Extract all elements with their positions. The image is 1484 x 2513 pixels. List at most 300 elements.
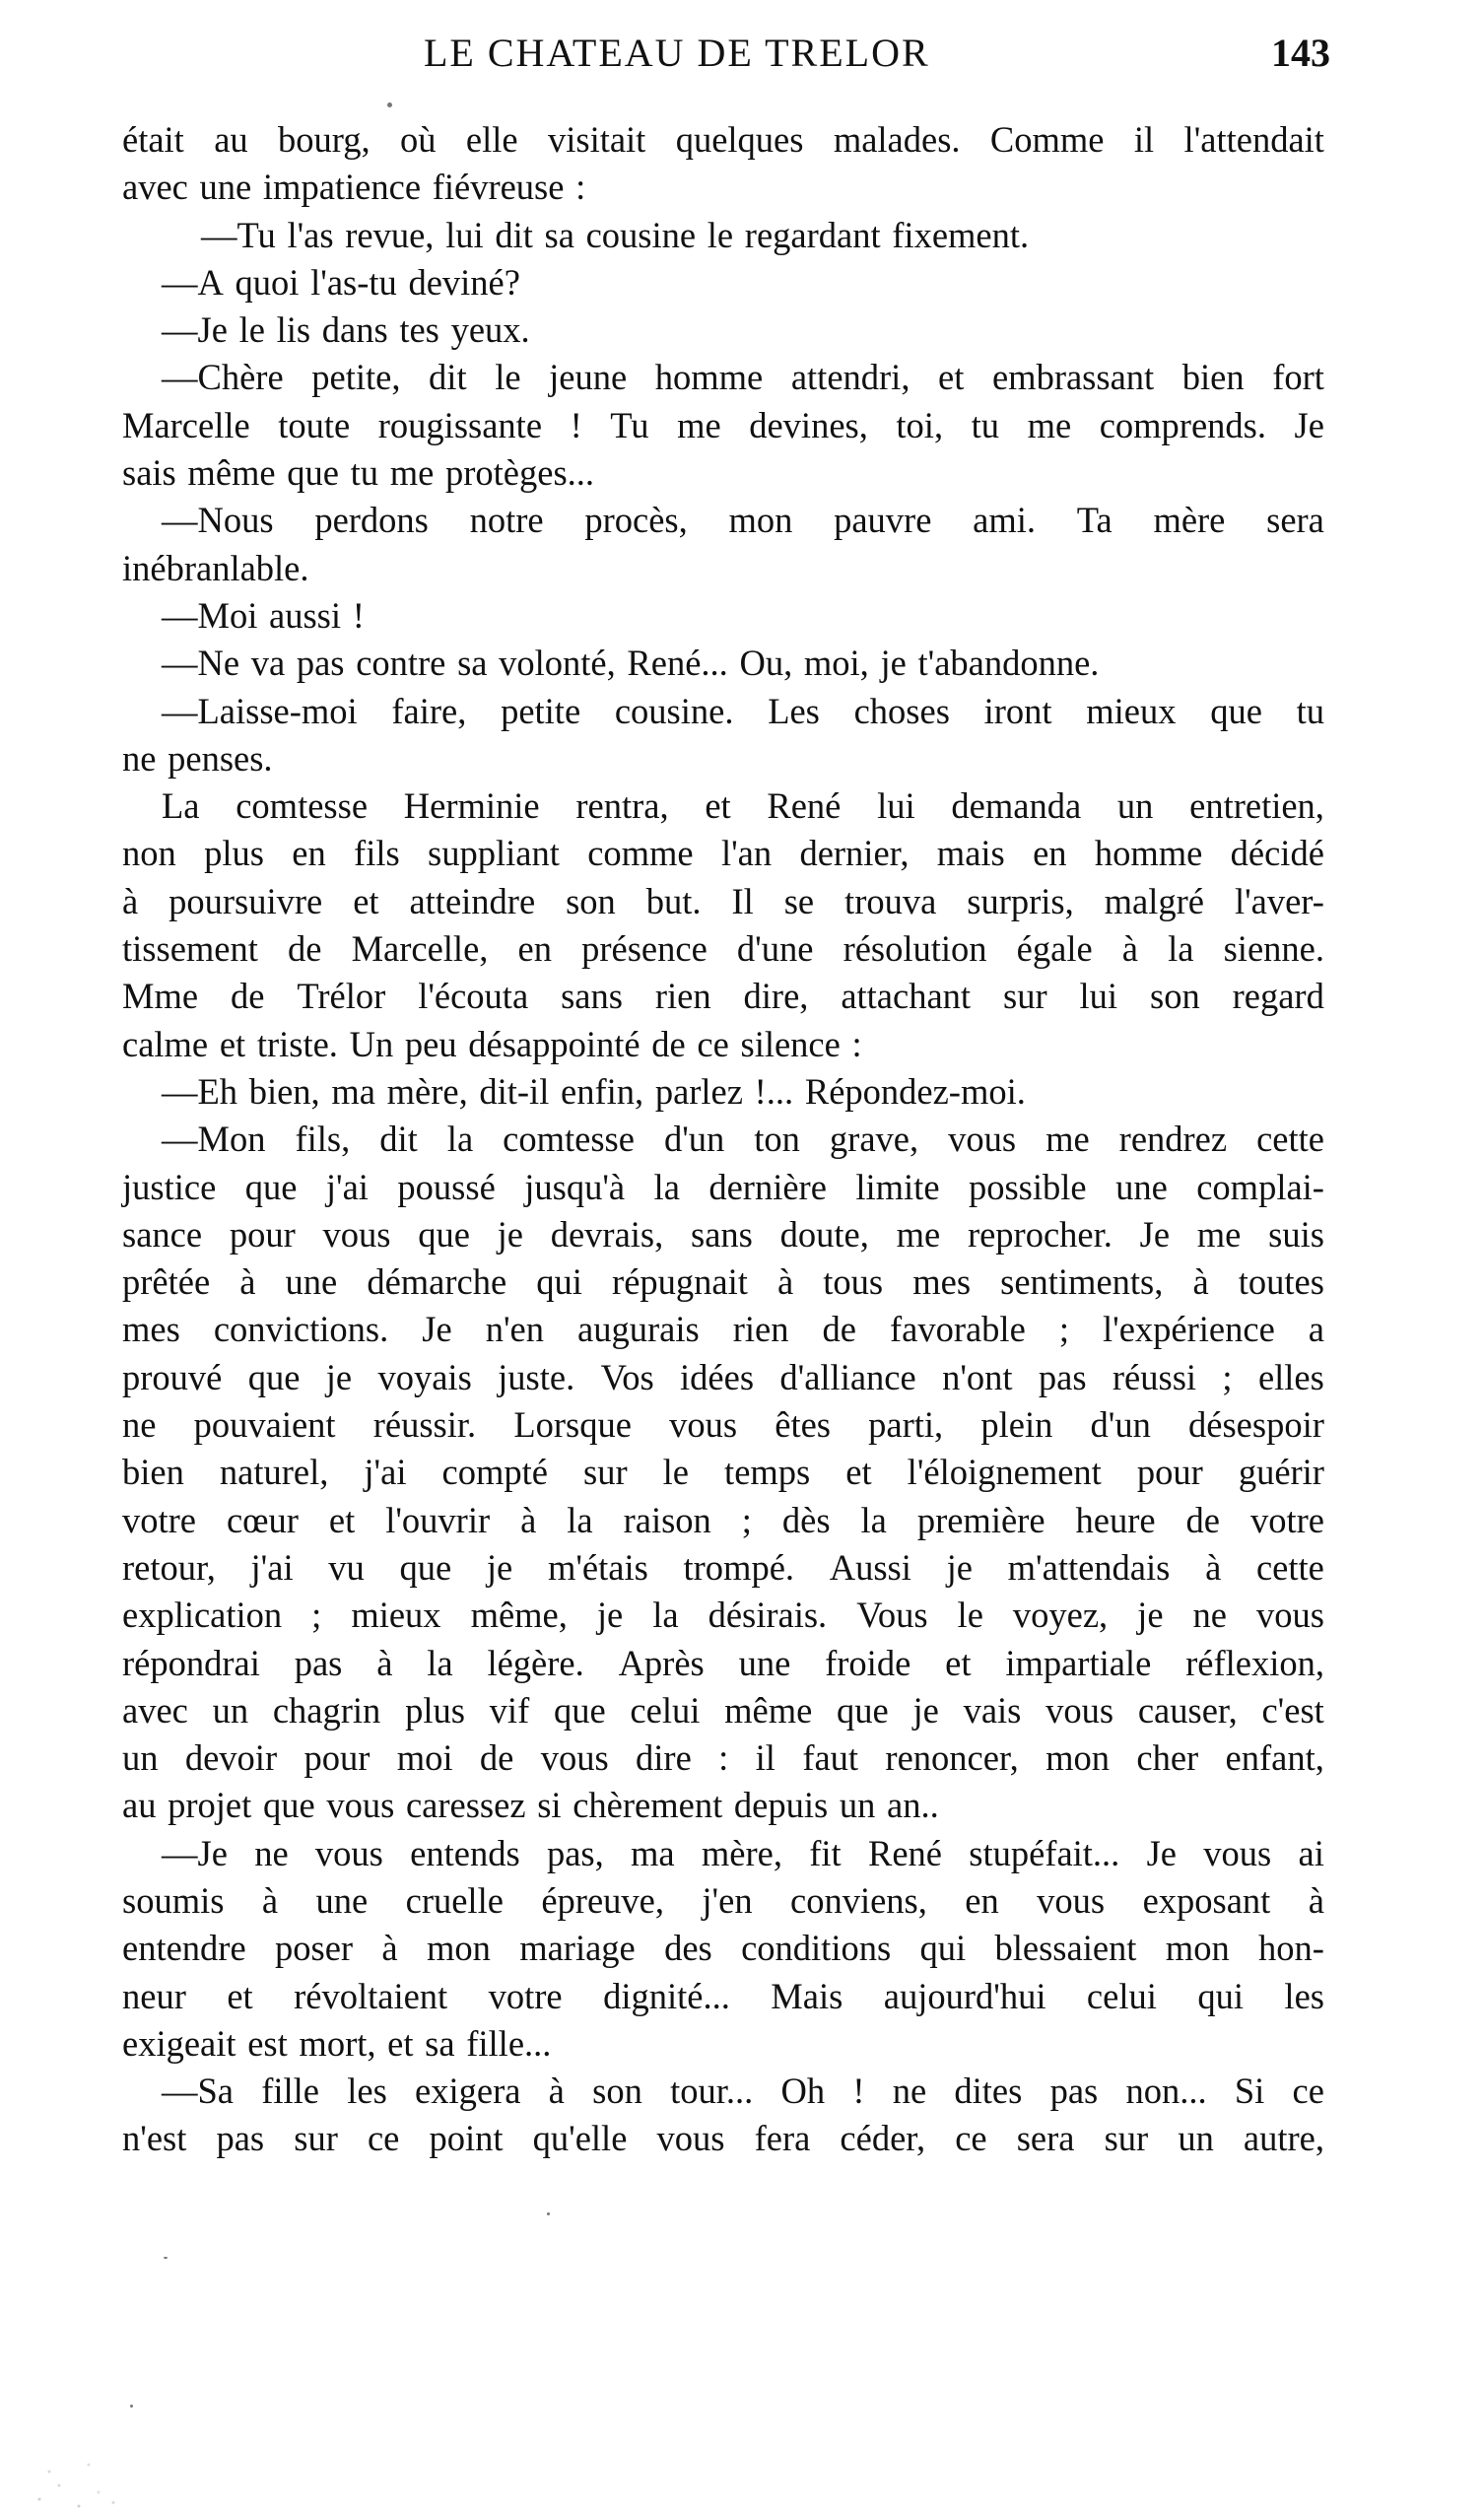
word: conditions (741, 1928, 892, 1969)
word: notre (469, 500, 544, 541)
word: rien (732, 1309, 789, 1350)
body-text (122, 116, 1324, 2163)
word: Comme (989, 119, 1105, 160)
word: neur (122, 1975, 186, 2016)
ink-dot (387, 102, 392, 107)
text-line (122, 1449, 1324, 1496)
word: t'abandonne. (917, 643, 1100, 684)
word: explication (122, 1595, 283, 1636)
word: j'ai (250, 1546, 294, 1588)
word: rien (654, 976, 711, 1017)
word: à (1308, 1879, 1324, 1921)
word: mère (1153, 500, 1226, 541)
word: caressez (405, 1785, 526, 1826)
word: limite (855, 1166, 940, 1207)
text-line (122, 1354, 1324, 1401)
word: René (867, 1832, 942, 1873)
word: fera (754, 2118, 811, 2159)
word: êtes (775, 1404, 831, 1446)
word: devoir (184, 1737, 278, 1779)
word: démarche (367, 1261, 507, 1303)
text-line (122, 1497, 1324, 1544)
word: je (325, 1356, 353, 1397)
word: qui (536, 1261, 582, 1303)
word: cette (1256, 1119, 1324, 1160)
word: à (376, 1642, 393, 1683)
word: l'ouvrir (385, 1499, 491, 1540)
text-line (122, 1592, 1324, 1639)
word: Marcelle (122, 404, 250, 445)
word: un (122, 1737, 159, 1779)
word: Herminie (403, 785, 540, 827)
running-head (118, 30, 1330, 89)
word: —Mon (162, 1119, 266, 1160)
word: fit (809, 1832, 842, 1873)
word: ce (367, 2118, 400, 2159)
word: froide (825, 1642, 911, 1683)
word: il (755, 1737, 776, 1779)
word: vous (1046, 1689, 1114, 1731)
word: Vos (600, 1356, 654, 1397)
text-line (122, 1830, 1324, 1877)
word: ne (122, 1404, 157, 1446)
word: aujourd'hui (883, 1975, 1046, 2016)
word: et (705, 785, 731, 827)
word: dites (954, 2071, 1023, 2112)
text-line (122, 782, 1324, 830)
word: : (851, 1023, 862, 1064)
word: fille... (466, 2022, 552, 2064)
word: il (1133, 119, 1155, 160)
word: tu (350, 452, 379, 494)
word: sans (561, 976, 623, 1017)
word: légère. (487, 1642, 584, 1683)
text-line (122, 402, 1324, 449)
word: dit (495, 214, 533, 255)
word: petite, (311, 357, 401, 398)
text-line (122, 1782, 1324, 1829)
word: non... (1125, 2071, 1207, 2112)
word: épreuve, (541, 1879, 664, 1921)
word: pas (1038, 1356, 1087, 1397)
word: céder, (840, 2118, 926, 2159)
word: me (677, 404, 721, 445)
word: fille (261, 2071, 320, 2112)
word: où (400, 119, 437, 160)
word: cœur (226, 1499, 299, 1540)
word: la (567, 1499, 593, 1540)
word: résolution (843, 928, 987, 970)
word: procès, (584, 500, 688, 541)
word: plein (980, 1404, 1053, 1446)
word: mariage (519, 1928, 636, 1969)
word: Aussi (829, 1546, 911, 1588)
word: sance (122, 1213, 203, 1255)
word: raison (623, 1499, 711, 1540)
word: suis (1268, 1213, 1324, 1255)
word: Répondez-moi. (804, 1070, 1026, 1112)
word: au (122, 1785, 157, 1826)
word: stupéfait... (969, 1832, 1120, 1873)
word: me (1027, 404, 1072, 445)
word: —Nous (162, 500, 274, 541)
word: attendri, (790, 357, 911, 398)
word: —Je (162, 1832, 228, 1873)
word: pas (296, 643, 345, 684)
text-line (122, 116, 1324, 164)
word: Mais (771, 1975, 843, 2016)
word: —Sa (162, 2071, 234, 2112)
word: sentiments, (1000, 1261, 1164, 1303)
text-line (122, 925, 1324, 973)
word: quelques (675, 119, 804, 160)
word: mieux (351, 1595, 441, 1636)
word: que (287, 452, 339, 494)
text-line (122, 497, 1324, 544)
word: que (1210, 690, 1262, 731)
word: et (353, 880, 379, 921)
word: mère, (386, 1070, 468, 1112)
word: de (288, 928, 322, 970)
word: désirais. (708, 1595, 828, 1636)
word: dire, (743, 976, 809, 1017)
text-line (122, 1021, 1324, 1068)
word: comme (587, 833, 694, 874)
word: projet (168, 1785, 252, 1826)
word: compté (441, 1452, 548, 1493)
word: n'ont (942, 1356, 1013, 1397)
word: même (187, 452, 276, 494)
word: pas (1049, 2071, 1099, 2112)
word: réflexion, (1185, 1642, 1324, 1683)
word: de (1185, 1499, 1220, 1540)
word: sera (1266, 500, 1324, 541)
word: désappointé (468, 1023, 641, 1064)
word: regard (1232, 976, 1324, 1017)
word: ton (754, 1119, 800, 1160)
word: complai- (1196, 1166, 1324, 1207)
word: Je (1294, 404, 1324, 445)
word: inébranlable. (122, 547, 309, 588)
word: mes (122, 1309, 180, 1350)
word: Ta (1076, 500, 1113, 541)
text-line (122, 259, 1324, 306)
word: ce (697, 1023, 729, 1064)
word: elles (1257, 1356, 1324, 1397)
word: j'ai (364, 1452, 407, 1493)
word: ai (1298, 1832, 1324, 1873)
word: fort (1272, 357, 1324, 398)
word: René... (627, 643, 728, 684)
word: dit (379, 1119, 418, 1160)
word: de (651, 1023, 686, 1064)
word: Je (422, 1309, 452, 1350)
word: une (1115, 1166, 1168, 1207)
word: lui (877, 785, 915, 827)
word: ; (311, 1595, 322, 1636)
word: que (247, 1356, 301, 1397)
word: vif (489, 1689, 530, 1731)
text-line (122, 1640, 1324, 1687)
word: tous (823, 1261, 884, 1303)
word: je (880, 643, 907, 684)
word: son (1149, 976, 1200, 1017)
word: but. (645, 880, 702, 921)
text-line (122, 1973, 1324, 2020)
text-line (122, 1116, 1324, 1163)
word: ! (570, 404, 582, 445)
word: penses. (168, 737, 273, 779)
word: ; (1058, 1309, 1069, 1350)
word: : (575, 167, 586, 208)
text-line (122, 354, 1324, 401)
word: faut (802, 1737, 859, 1779)
word: Trélor (297, 976, 386, 1017)
word: malades. (833, 119, 961, 160)
word: dire (636, 1737, 692, 1779)
word: à (261, 1879, 279, 1921)
word: celui (1086, 1975, 1157, 2016)
word: Si (1234, 2071, 1265, 2112)
word: égale (1016, 928, 1093, 970)
word: et (328, 1499, 356, 1540)
word: réussir. (372, 1404, 477, 1446)
word: la (860, 1499, 887, 1540)
word: en (517, 928, 552, 970)
word: fixement. (892, 214, 1030, 255)
word: toutes (1238, 1261, 1324, 1303)
word: l'as-tu (310, 261, 397, 303)
word: vu (328, 1546, 365, 1588)
word: naturel, (219, 1452, 329, 1493)
word: que (418, 1213, 470, 1255)
word: votre (1249, 1499, 1324, 1540)
word: Je (1139, 1213, 1171, 1255)
word: plus (405, 1689, 465, 1731)
word: lui (445, 214, 484, 255)
word: que (262, 1785, 315, 1826)
word: sa (457, 643, 488, 684)
word: ce (955, 2118, 987, 2159)
word: entends (410, 1832, 520, 1873)
word: cousine. (614, 690, 734, 731)
word: de (479, 1737, 514, 1779)
word: petite (501, 690, 581, 731)
word: l'as (287, 214, 334, 255)
word: dès (781, 1499, 831, 1540)
word: grave, (829, 1119, 919, 1160)
word: sur (294, 2118, 338, 2159)
word: lui (1079, 976, 1118, 1017)
word: jusqu'à (524, 1166, 626, 1207)
text-line (122, 1401, 1324, 1449)
word: Tu (610, 404, 649, 445)
word: dernier, (799, 833, 910, 874)
word: lis (276, 309, 311, 351)
word: ma (631, 1832, 675, 1873)
word: Les (768, 690, 820, 731)
word: homme (1094, 833, 1203, 874)
word: Mme (122, 976, 199, 1017)
word: cher (1136, 1737, 1199, 1779)
word: vous (1203, 1832, 1272, 1873)
word: Un (349, 1023, 394, 1064)
word: aussi (269, 594, 342, 636)
word: parlez (654, 1070, 743, 1112)
word: les (1284, 1975, 1324, 2016)
word: qui (1197, 1975, 1244, 2016)
word: René (767, 785, 842, 827)
word: l'expérience (1103, 1309, 1275, 1350)
word: mon (426, 1928, 491, 1969)
word: atteindre (409, 880, 536, 921)
word: temps (724, 1452, 811, 1493)
word: demanda (951, 785, 1082, 827)
word: Oh (780, 2071, 826, 2112)
word: d'un (1090, 1404, 1151, 1446)
word: c'est (1261, 1689, 1324, 1731)
word: pas, (546, 1832, 604, 1873)
word: Il (731, 880, 754, 921)
word: : (718, 1737, 729, 1779)
word: je (946, 1546, 973, 1588)
word: j'ai (325, 1166, 369, 1207)
text-line (122, 1877, 1324, 1925)
word: et (387, 2022, 414, 2064)
word: votre (122, 1499, 196, 1540)
word: sur (1002, 976, 1047, 1017)
word: une (199, 167, 252, 208)
word: une (738, 1642, 791, 1683)
word: reprocher. (967, 1213, 1113, 1255)
text-line (122, 1164, 1324, 1211)
word: à (1192, 1261, 1209, 1303)
word: sur (583, 1452, 628, 1493)
word: les (347, 2071, 387, 2112)
word: vous (322, 1213, 391, 1255)
word: vous (314, 1832, 383, 1873)
word: chèrement (573, 1785, 723, 1826)
paper-speckles (30, 2444, 128, 2513)
word: quoi (235, 261, 300, 303)
text-line (122, 1211, 1324, 1258)
word: soumis (122, 1879, 225, 1921)
word: réussi (1112, 1356, 1197, 1397)
word: bien, (248, 1070, 320, 1112)
word: décidé (1230, 833, 1324, 874)
word: à (122, 880, 139, 921)
word: vous (326, 1785, 395, 1826)
word: dit-il (479, 1070, 550, 1112)
text-line (122, 1544, 1324, 1592)
word: sans (691, 1213, 753, 1255)
word: embrassant (991, 357, 1155, 398)
word: dernière (708, 1166, 827, 1207)
word: que (399, 1546, 452, 1588)
word: d'un (663, 1119, 725, 1160)
word: mon (1165, 1928, 1230, 1969)
text-line (122, 1734, 1324, 1782)
word: est (247, 2022, 288, 2064)
word: des (664, 1928, 712, 1969)
word: yeux. (450, 309, 530, 351)
word: tu (1296, 690, 1324, 731)
word: je (497, 1213, 523, 1255)
text-line (122, 878, 1324, 925)
text-line (122, 1258, 1324, 1306)
word: et (219, 1023, 246, 1064)
word: pas (294, 1642, 343, 1683)
word: mes (912, 1261, 972, 1303)
word: vous (540, 1737, 609, 1779)
word: sais (122, 452, 176, 494)
word: ne (122, 737, 157, 779)
word: l'aver- (1234, 880, 1324, 921)
word: avec (122, 1689, 188, 1731)
word: d'alliance (779, 1356, 916, 1397)
word: me (1046, 1119, 1090, 1160)
word: à (239, 1261, 256, 1303)
word: un (839, 1785, 876, 1826)
word: votre (488, 1975, 563, 2016)
word: enfin, (561, 1070, 644, 1112)
word: impartiale (1005, 1642, 1152, 1683)
word: la (1168, 928, 1194, 970)
word: me (896, 1213, 941, 1255)
word: favorable (889, 1309, 1026, 1350)
word: la (446, 1119, 474, 1160)
text-line (122, 306, 1324, 354)
word: n'en (485, 1309, 544, 1350)
word: hon- (1258, 1928, 1324, 1969)
word: Marcelle, (351, 928, 489, 970)
word: sa (544, 214, 574, 255)
word: chagrin (272, 1689, 381, 1731)
word: renoncer, (885, 1737, 1019, 1779)
word: une (315, 1879, 369, 1921)
word: mon (1046, 1737, 1111, 1779)
word: à (381, 1928, 398, 1969)
word: an.. (887, 1785, 939, 1826)
word: en (292, 833, 326, 874)
word: le (707, 214, 734, 255)
word: revue, (345, 214, 435, 255)
word: me (1196, 1213, 1242, 1255)
word: protèges... (445, 452, 595, 494)
word: ce (1292, 2071, 1324, 2112)
word: attachant (841, 976, 972, 1017)
word: conviens, (790, 1879, 927, 1921)
word: répondrai (122, 1642, 260, 1683)
word: tour... (670, 2071, 754, 2112)
text-line (122, 640, 1324, 687)
word: malgré (1104, 880, 1204, 921)
word: Lorsque (513, 1404, 632, 1446)
word: désespoir (1188, 1404, 1324, 1446)
text-line (122, 2068, 1324, 2115)
word: —Moi (162, 594, 258, 636)
word: le (957, 1595, 983, 1636)
word: avec (122, 167, 188, 208)
word: ; (741, 1499, 752, 1540)
word: l'an (720, 833, 773, 874)
word: l'attendait (1183, 119, 1324, 160)
word: idées (680, 1356, 755, 1397)
page-number: 143 (1271, 31, 1330, 75)
word: entretien, (1189, 785, 1324, 827)
word: toi, (896, 404, 944, 445)
word: ne (254, 1832, 289, 1873)
